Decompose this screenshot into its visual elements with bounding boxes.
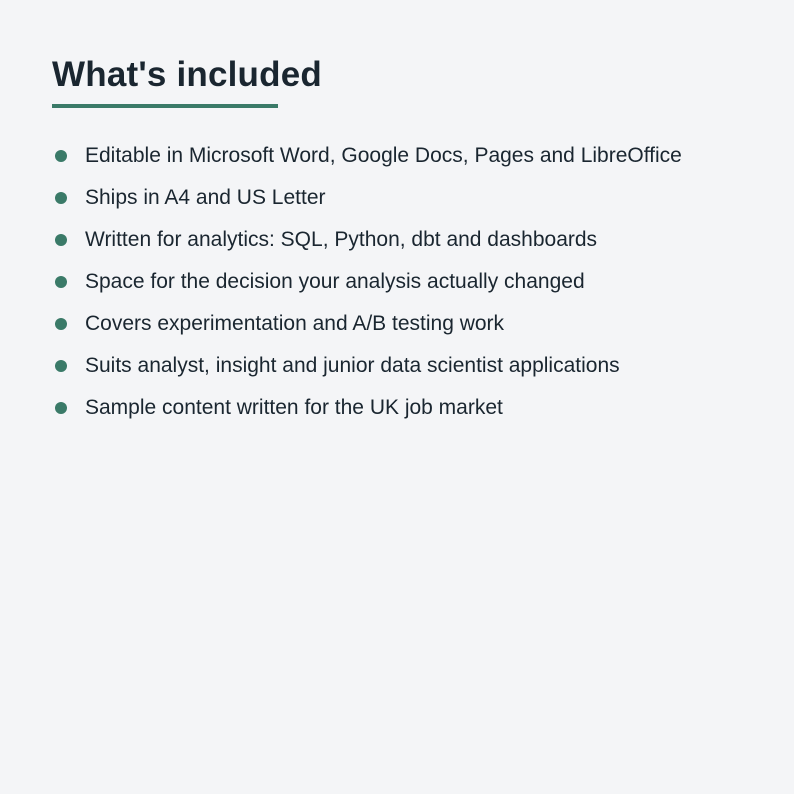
bullet-icon: [55, 192, 67, 204]
list-item: [52, 177, 752, 219]
list-item: [52, 261, 752, 303]
features-list: [52, 135, 752, 429]
list-item-text: Written for analytics: SQL, Python, dbt and dashboards: [85, 228, 598, 251]
list-item: [52, 219, 752, 261]
whats-included-section: [52, 54, 752, 429]
page-title: What's included: [52, 55, 322, 94]
bullet-icon: [55, 276, 67, 288]
bullet-icon: [55, 318, 67, 330]
list-item-text: Editable in Microsoft Word, Google Docs, Pages and LibreOffice: [85, 144, 682, 167]
bullet-icon: [55, 150, 67, 162]
bullet-icon: [55, 234, 67, 246]
list-item: [52, 135, 752, 177]
title-underline: [52, 104, 278, 108]
bullet-icon: [55, 360, 67, 372]
list-item-text: Sample content written for the UK job market: [85, 396, 503, 419]
list-item: [52, 345, 752, 387]
list-item-text: Ships in A4 and US Letter: [85, 186, 326, 209]
list-item: [52, 387, 752, 429]
list-item-text: Covers experimentation and A/B testing work: [85, 312, 505, 335]
list-item-text: Suits analyst, insight and junior data scientist applications: [85, 354, 620, 377]
bullet-icon: [55, 402, 67, 414]
list-item-text: Space for the decision your analysis actually changed: [85, 270, 585, 293]
list-item: [52, 303, 752, 345]
